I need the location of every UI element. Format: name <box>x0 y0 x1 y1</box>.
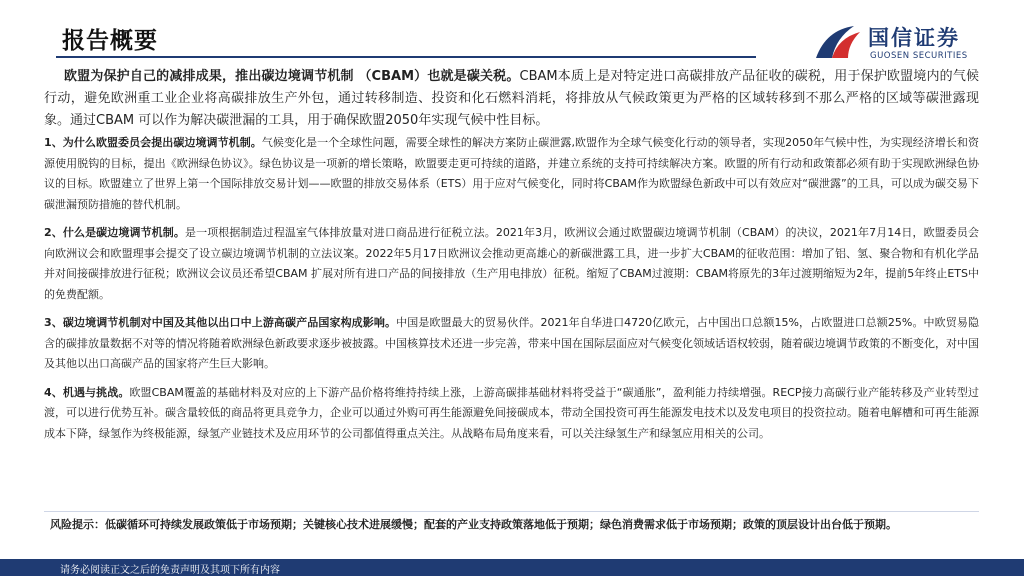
page-title: 报告概要 <box>62 28 158 54</box>
footer-bar <box>0 559 1024 576</box>
risk-warning: 风险提示：低碳循环可持续发展政策低于市场预期；关键核心技术进展缓慢；配套的产业支持政策落地低于预期；绿色消费需求低于市场预期；政策的顶层设计出台低于预期。 <box>50 518 897 531</box>
section-body: 是一项根据制造过程温室气体排放量对进口商品进行征税立法。2021年3月，欧洲议会通过欧盟碳边境调节机制（CBAM）的决议，2021年7月14日，欧盟委员会向欧洲议会和欧盟理事会提交了设立碳边境调节机制的立法议案。2022年5月17日欧洲议会推动更高雄心的新碳泄露工具，进一步扩大CBAM的征收范围：增加了铝、氢、聚合物和有机化学品并对间接碳排放进行征税；欧洲议会议员还希望CBAM 扩展对所有进口产品的间接排放（生产用电排放）征税。缩短了CBAM过渡期：CBAM将原先的3年过渡期缩短为2年，提前5年终止ETS中的免费配额。 <box>44 226 979 301</box>
intro-paragraph <box>44 66 979 132</box>
footer-disclaimer: 请务必阅读正文之后的免责声明及其项下所有内容 <box>60 565 280 576</box>
section-heading: 3、碳边境调节机制对中国及其他以出口中上游高碳产品国家构成影响。 <box>44 316 397 329</box>
section-4 <box>44 383 979 445</box>
guosen-logo-icon <box>814 24 864 64</box>
logo-chinese-name: 国信证券 <box>868 26 960 50</box>
intro-body: CBAM本质上是对特定进口高碳排放产品征收的碳税，用于保护欧盟境内的气候行动，避免欧洲重工业企业将高碳排放生产外包，通过转移制造、投资和化石燃料消耗，将排放从气候政策更为严格的区域转移到不那么严格的区域等碳泄露现象。通过CBAM 可以作为解决碳泄漏的工具，用于确保欧盟2050年实现气候中性目标。 <box>44 69 979 128</box>
section-heading: 4、机遇与挑战。 <box>44 385 130 399</box>
report-summary <box>44 66 979 452</box>
risk-divider <box>44 511 979 512</box>
intro-lead: 欧盟为保护自己的减排成果，推出碳边境调节机制 （CBAM）也就是碳关税。 <box>64 69 520 84</box>
section-3 <box>44 313 979 375</box>
section-body: 欧盟CBAM覆盖的基础材料及对应的上下游产品价格将维持持续上涨，上游高碳排基础材料将受益于“碳通胀”，盈利能力持续增强。RECP接力高碳行业产能转移及产业转型过渡，可以进行优势互补。碳含量较低的商品将更具竞争力，企业可以通过外购可再生能源避免间接碳成本，带动全国投资可再生能源发电技术以及发电项目的投资拉动。随着电解槽和可再生能源成本下降，绿氢作为终极能源，绿氢产业链技术及应用环节的公司都值得重点关注。从战略布局角度来看，可以关注绿氢生产和绿氢应用相关的公司。 <box>44 385 980 440</box>
title-underline <box>56 56 756 58</box>
section-1 <box>44 133 979 215</box>
section-body: 中国是欧盟最大的贸易伙伴。2021年自华进口4720亿欧元，占中国出口总额15%，占欧盟进口总额25%。中欧贸易隐含的碳排放量数据不对等的情况将随着欧洲绿色新政要求逐步被披露。中国核算技术还进一步完善，带来中国在国际层面应对气候变化领域话语权较弱，随着碳边境调节政策的不断变化，对中国及其他以出口高碳产品的国家将产生巨大影响。 <box>44 316 979 370</box>
section-heading: 2、什么是碳边境调节机制。 <box>44 226 185 239</box>
section-body: 气候变化是一个全球性问题，需要全球性的解决方案防止碳泄露,欧盟作为全球气候变化行动的领导者，实现2050年气候中性，为实现经济增长和资源使用脱钩的目标，提出《欧洲绿色协议》。绿色协议是一项新的增长策略，欧盟要走更可持续的道路，并建立系统的支持可持续解决方案。欧盟的所有行动和政策都必须有助于实现欧洲绿色协议的目标。欧盟建立了世界上第一个国际排放交易计划——欧盟的排放交易体系（ETS）用于应对气候变化，同时将CBAM作为欧盟绿色新政中可以有效应对“碳泄露”的工具，可以成为碳交易下碳泄漏预防措施的替代机制。 <box>44 136 979 211</box>
guosen-logo <box>814 22 984 66</box>
logo-english-name: GUOSEN SECURITIES <box>870 51 968 61</box>
section-heading: 1、为什么欧盟委员会提出碳边境调节机制。 <box>44 136 262 149</box>
section-2 <box>44 223 979 305</box>
